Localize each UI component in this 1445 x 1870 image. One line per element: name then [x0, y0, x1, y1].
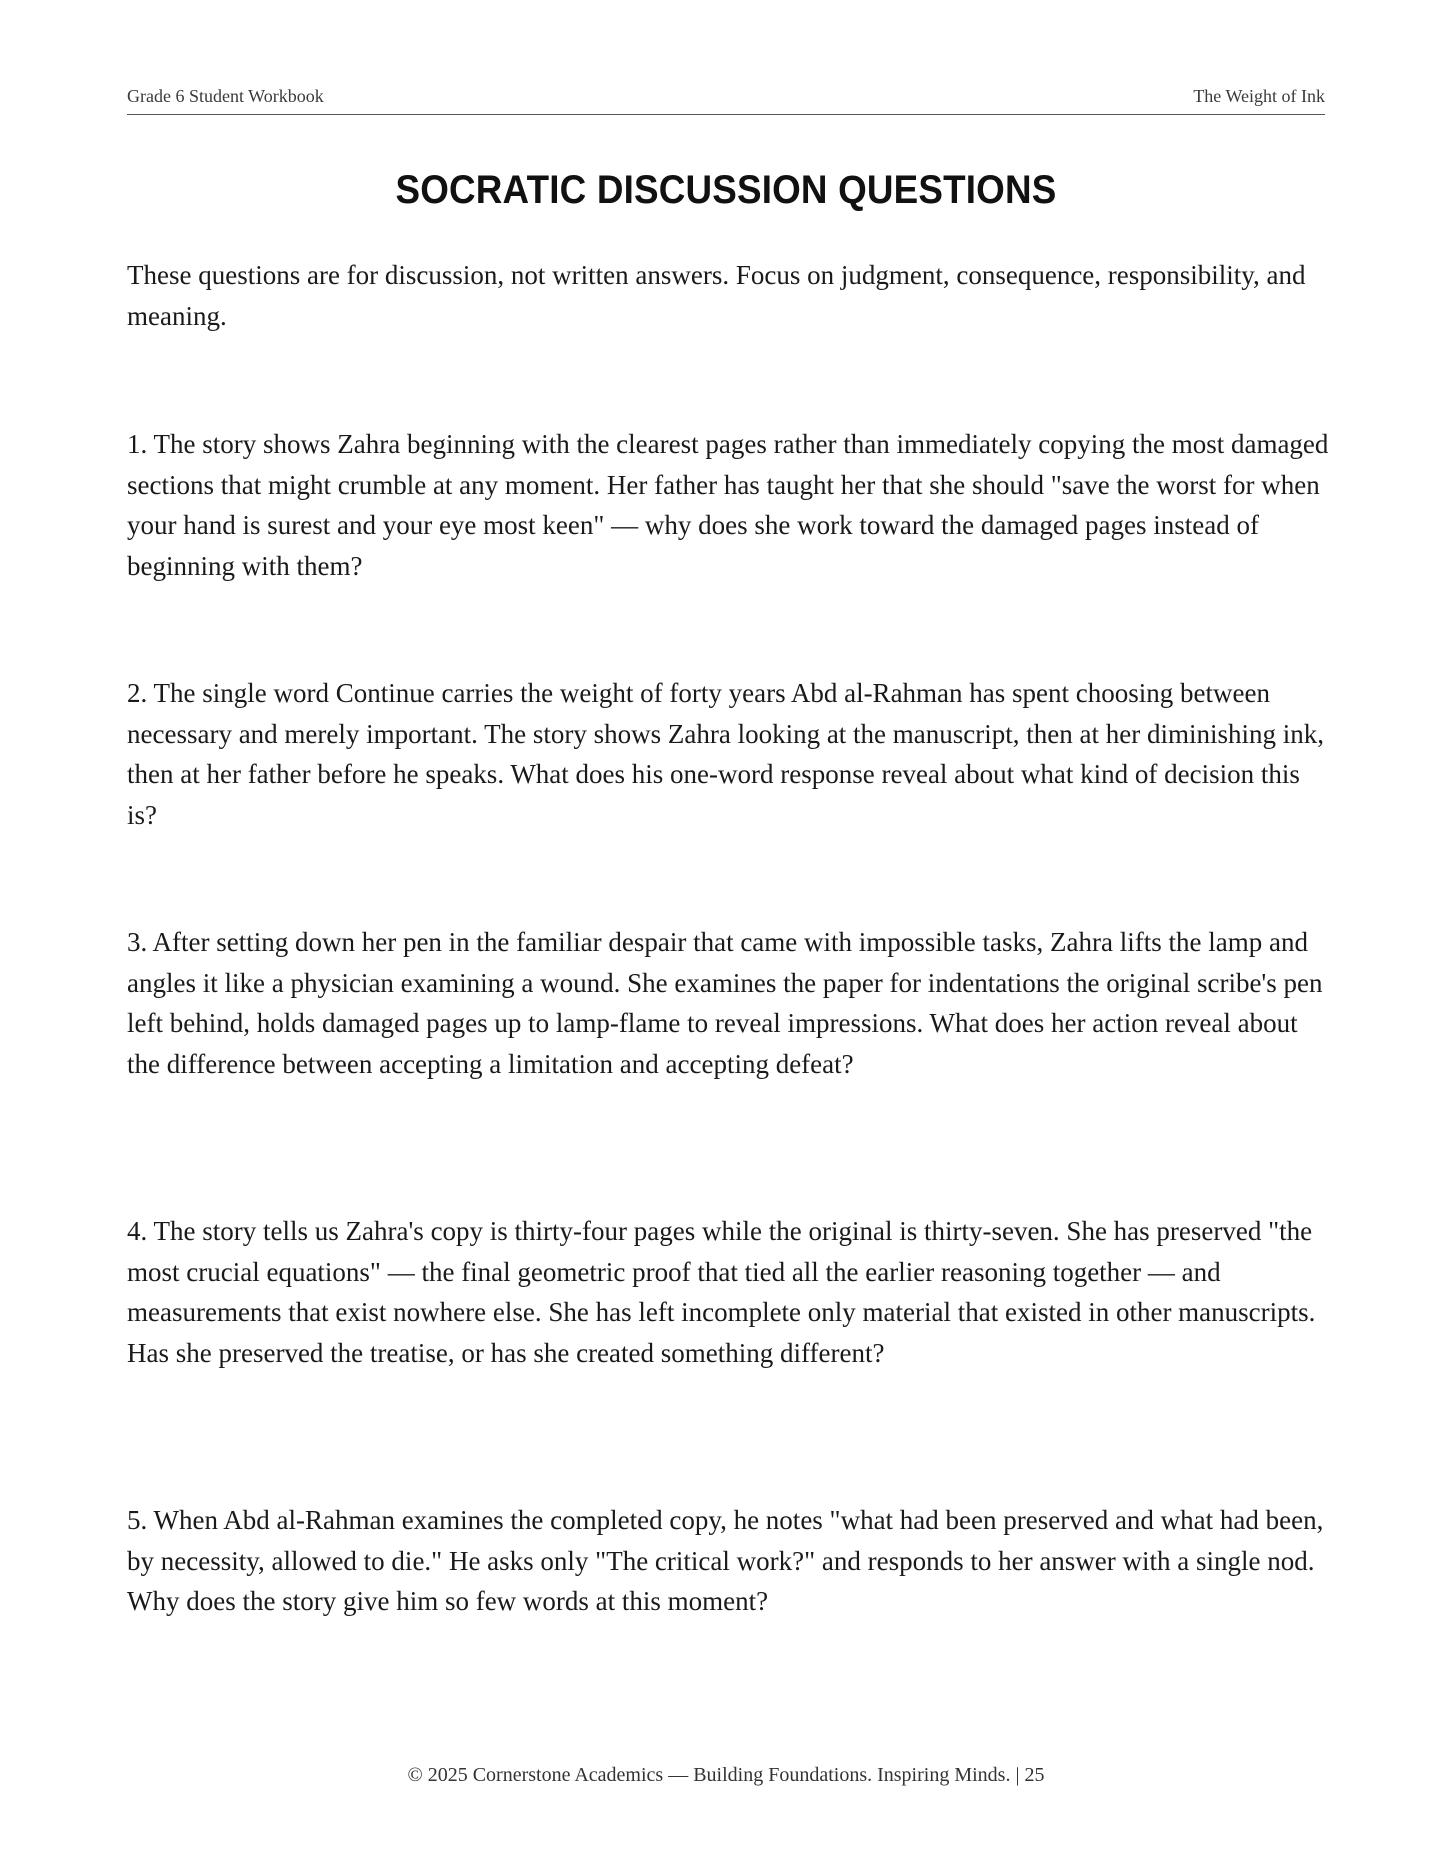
discussion-question-1: 1. The story shows Zahra beginning with the clearest pages rather than immediately copying the most damaged sections that might crumble at any moment. Her father has taught her that she should "save the worst for when your hand is surest and your eye most keen" — why does she work toward the damaged pages instead of beginning with them? [127, 429, 1329, 581]
header-workbook-label: Grade 6 Student Workbook [127, 86, 324, 106]
page-header [127, 84, 1325, 115]
discussion-question-5: 5. When Abd al-Rahman examines the completed copy, he notes "what had been preserved and what had been, by necessity, allowed to die." He asks only "The critical work?" and responds to her answer with a single nod. Why does the story give him so few words at this moment? [127, 1505, 1324, 1616]
header-story-title: The Weight of Ink [1193, 86, 1325, 106]
page-title: SOCRATIC DISCUSSION QUESTIONS [395, 168, 1057, 212]
discussion-question-3: 3. After setting down her pen in the familiar despair that came with impossible tasks, Zahra lifts the lamp and angles it like a physician examining a wound. She examines the paper for indentations the original scribe's pen left behind, holds damaged pages up to lamp-flame to reveal impressions. What does her action reveal about the difference between accepting a limitation and accepting defeat? [127, 927, 1323, 1079]
discussion-question-2: 2. The single word Continue carries the weight of forty years Abd al-Rahman has spent choosing between necessary and merely important. The story shows Zahra looking at the manuscript, then at her diminishing ink, then at her father before he speaks. What does his one-word response reveal about what kind of decision this is? [127, 678, 1324, 830]
page-footer: © 2025 Cornerstone Academics — Building Foundations. Inspiring Minds. | 25 [407, 1764, 1045, 1786]
discussion-question-4: 4. The story tells us Zahra's copy is thirty-four pages while the original is thirty-seven. She has preserved "the most crucial equations" — the final geometric proof that tied all the earlier reasoning together — and measurements that exist nowhere else. She has left incomplete only material that existed in other manuscripts. Has she preserved the treatise, or has she created something different? [127, 1216, 1316, 1368]
intro-paragraph: These questions are for discussion, not written answers. Focus on judgment, consequence, responsibility, and meaning. [127, 260, 1306, 331]
